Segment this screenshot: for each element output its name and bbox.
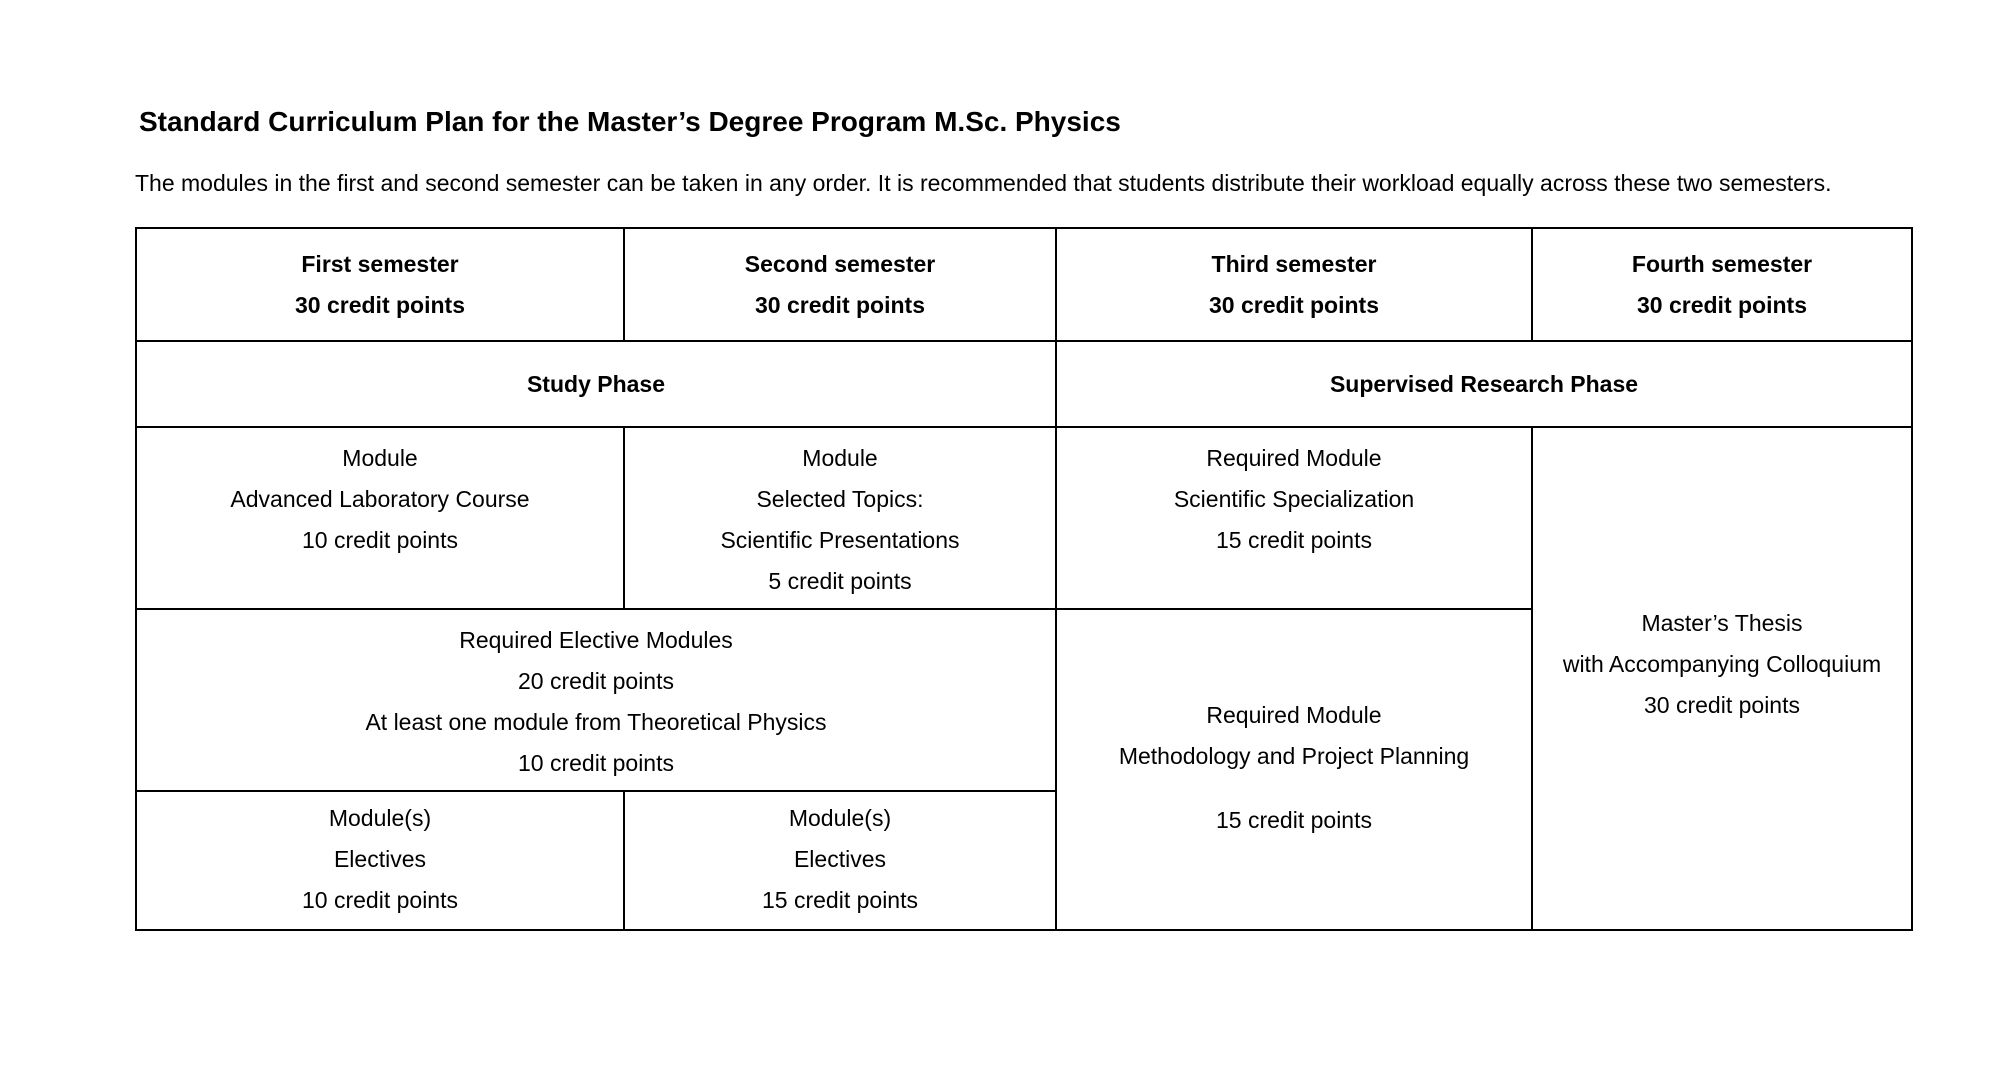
electives-second-cell — [624, 791, 1056, 930]
module-name: Selected Topics: — [756, 486, 924, 512]
specialization-cell — [1056, 427, 1532, 609]
module-name: Master’s Thesis — [1641, 610, 1803, 636]
semester-credits: 30 credit points — [1209, 291, 1379, 318]
page-title: Standard Curriculum Plan for the Master’s Degree Program M.Sc. Physics — [139, 106, 1121, 137]
module-credits: 20 credit points — [518, 668, 674, 694]
methodology-cell — [1056, 609, 1532, 930]
module-credits: 5 credit points — [768, 568, 912, 594]
electives-first-cell — [136, 791, 624, 930]
module-name: Required Elective Modules — [459, 627, 733, 653]
semester-credits: 30 credit points — [295, 291, 465, 318]
semester-name: Third semester — [1211, 250, 1377, 277]
module-kind: Module(s) — [788, 805, 892, 831]
module-kind: Required Module — [1206, 702, 1382, 728]
phase-row — [136, 341, 1912, 427]
thesis-cell — [1532, 427, 1912, 930]
semester-credits: 30 credit points — [1637, 291, 1807, 318]
module-credits: 15 credit points — [1216, 527, 1372, 553]
selected-topics-cell — [624, 427, 1056, 609]
research-phase: Supervised Research Phase — [1056, 341, 1912, 427]
module-credits: 30 credit points — [1644, 692, 1800, 718]
module-credits: 15 credit points — [1216, 807, 1372, 833]
module-kind: Module — [802, 445, 878, 471]
module-note: At least one module from Theoretical Physics — [365, 709, 827, 735]
module-credits: 10 credit points — [302, 527, 458, 553]
module-kind: Module(s) — [328, 805, 432, 831]
module-kind: Module — [342, 445, 418, 471]
semester-credits: 30 credit points — [755, 291, 925, 318]
module-credits: 10 credit points — [518, 750, 674, 776]
module-name: Methodology and Project Planning — [1118, 743, 1470, 769]
module-credits: 10 credit points — [302, 887, 458, 913]
module-name: with Accompanying Colloquium — [1562, 651, 1882, 677]
semester-name: Second semester — [744, 250, 936, 277]
header-first-semester — [136, 228, 624, 341]
semester-header-row — [136, 228, 1912, 341]
curriculum-table — [135, 227, 1913, 931]
header-fourth-semester — [1532, 228, 1912, 341]
intro-paragraph: The modules in the first and second semester can be taken in any order. It is recommended that students distribute their workload equally across these two semesters. — [135, 170, 1832, 196]
module-name: Scientific Presentations — [720, 527, 960, 553]
header-second-semester — [624, 228, 1056, 341]
module-name: Scientific Specialization — [1173, 486, 1415, 512]
required-electives-cell — [136, 609, 1056, 791]
semester-name: Fourth semester — [1631, 250, 1813, 277]
module-row-1 — [136, 427, 1912, 609]
module-name: Advanced Laboratory Course — [230, 486, 530, 512]
advanced-lab-cell — [136, 427, 624, 609]
module-kind: Required Module — [1206, 445, 1382, 471]
module-name: Electives — [793, 846, 887, 872]
header-third-semester — [1056, 228, 1532, 341]
module-name: Electives — [333, 846, 427, 872]
study-phase: Study Phase — [136, 341, 1056, 427]
semester-name: First semester — [301, 250, 459, 277]
module-credits: 15 credit points — [762, 887, 918, 913]
